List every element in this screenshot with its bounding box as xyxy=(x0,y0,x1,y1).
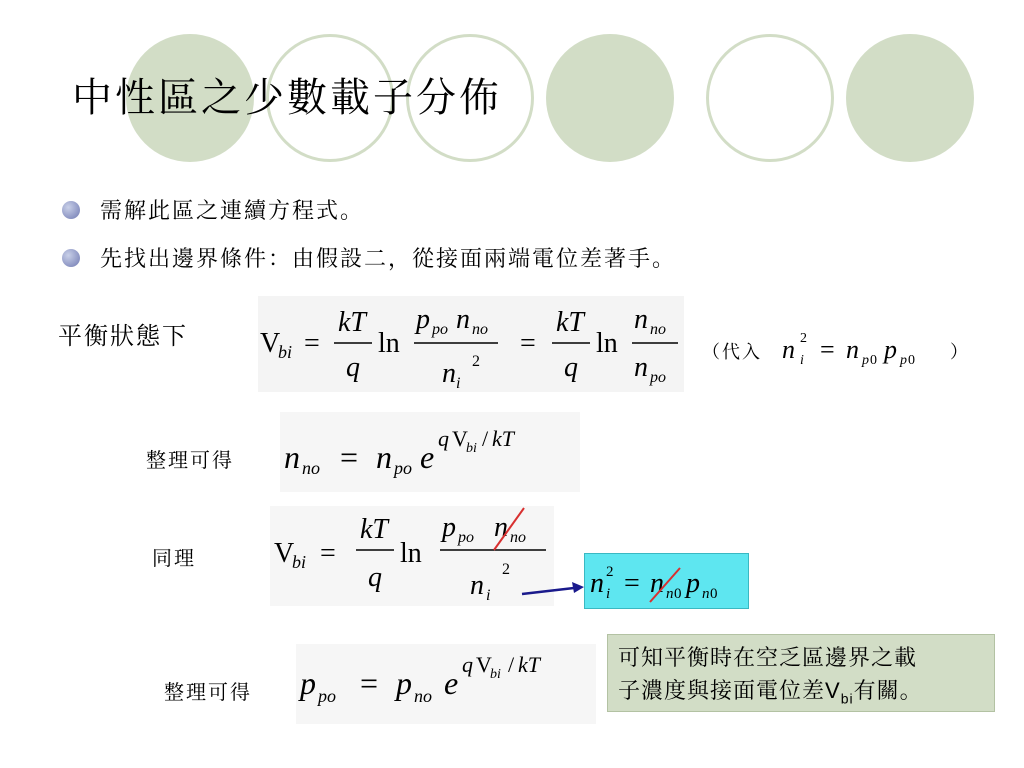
note-line-1: 可知平衡時在空乏區邊界之載 xyxy=(618,646,918,671)
svg-text:=: = xyxy=(360,665,379,701)
svg-text:n: n xyxy=(846,335,859,364)
svg-text:n: n xyxy=(702,586,710,602)
label-similarly: 同理 xyxy=(152,546,196,570)
svg-text:=: = xyxy=(320,538,336,569)
svg-text:=: = xyxy=(820,335,835,364)
equation-ni-substitution xyxy=(780,322,950,372)
svg-text:2: 2 xyxy=(800,331,807,346)
svg-text:n: n xyxy=(470,570,484,601)
note-symbol-sub: bi xyxy=(840,690,854,707)
svg-text:q: q xyxy=(438,426,449,451)
svg-text:e: e xyxy=(420,439,435,475)
bullet-text-1: 需解此區之連續方程式。 xyxy=(100,199,365,224)
svg-text:V: V xyxy=(260,328,281,359)
svg-text:po: po xyxy=(394,458,412,478)
svg-text:n: n xyxy=(494,512,508,543)
svg-text:kT: kT xyxy=(518,652,540,677)
svg-text:n: n xyxy=(666,586,674,602)
label-arrange-1: 整理可得 xyxy=(146,448,234,472)
svg-text:0: 0 xyxy=(870,353,877,368)
svg-text:q: q xyxy=(346,352,360,383)
svg-text:n: n xyxy=(634,304,648,335)
svg-text:=: = xyxy=(520,328,536,359)
svg-text:n: n xyxy=(650,568,664,599)
svg-text:e: e xyxy=(444,665,459,701)
equation-ni-n-side xyxy=(586,556,746,606)
svg-text:2: 2 xyxy=(472,353,480,370)
substitute-close: ） xyxy=(950,342,970,363)
equation-vbi-equilibrium xyxy=(258,296,684,392)
note-line-2 xyxy=(618,675,984,714)
decor-circle-5 xyxy=(706,34,834,162)
svg-text:q: q xyxy=(564,352,578,383)
conclusion-note xyxy=(607,634,995,712)
svg-text:n: n xyxy=(590,568,604,599)
decor-circle-4 xyxy=(546,34,674,162)
svg-text:0: 0 xyxy=(908,353,915,368)
svg-text:ln: ln xyxy=(596,328,618,359)
note-line-2-text: 子濃度與接面電位差 xyxy=(618,679,826,704)
svg-text:p: p xyxy=(686,568,700,599)
svg-text:0: 0 xyxy=(674,586,682,602)
svg-text:q: q xyxy=(368,562,382,593)
svg-text:kT: kT xyxy=(338,307,366,338)
svg-text:q: q xyxy=(462,652,473,677)
svg-text:V: V xyxy=(274,538,295,569)
svg-text:kT: kT xyxy=(556,307,584,338)
decor-circle-6 xyxy=(846,34,974,162)
svg-text:2: 2 xyxy=(502,561,510,578)
bullet-item-2 xyxy=(62,242,676,273)
substitute-open: （代入 xyxy=(702,342,762,363)
svg-text:n: n xyxy=(442,358,456,389)
equation-ppo xyxy=(296,644,596,724)
svg-text:no: no xyxy=(472,321,488,338)
svg-text:po: po xyxy=(432,321,448,338)
svg-text:p: p xyxy=(416,304,430,335)
svg-text:bi: bi xyxy=(466,441,477,456)
svg-text:bi: bi xyxy=(490,667,501,682)
svg-text:p: p xyxy=(300,665,316,701)
svg-text:i: i xyxy=(606,586,611,602)
svg-text:p: p xyxy=(442,512,456,543)
svg-text:p: p xyxy=(862,353,869,368)
svg-text:n: n xyxy=(456,304,470,335)
svg-text:i: i xyxy=(800,353,804,368)
svg-text:=: = xyxy=(340,439,359,475)
svg-text:no: no xyxy=(414,686,432,706)
svg-text:n: n xyxy=(284,439,300,475)
svg-text:i: i xyxy=(486,587,491,604)
bullet-item-1 xyxy=(62,194,364,225)
bullet-dot-icon xyxy=(62,201,80,219)
label-equilibrium: 平衡狀態下 xyxy=(58,322,188,350)
bullet-dot-icon xyxy=(62,249,80,267)
bullet-text-2: 先找出邊界條件：由假設二，從接面兩端電位差著手。 xyxy=(100,247,677,272)
svg-text:kT: kT xyxy=(360,514,388,545)
note-symbol: V xyxy=(825,678,841,703)
svg-text:bi: bi xyxy=(278,342,293,362)
svg-text:po: po xyxy=(318,686,336,706)
svg-text:bi: bi xyxy=(292,552,307,572)
svg-text:V: V xyxy=(452,426,468,451)
svg-text:no: no xyxy=(302,458,320,478)
svg-text:n: n xyxy=(634,352,648,383)
svg-text:p: p xyxy=(900,353,907,368)
svg-text:=: = xyxy=(304,328,320,359)
svg-text:po: po xyxy=(458,529,474,546)
svg-text:2: 2 xyxy=(606,564,614,580)
slide-title: 中性區之少數載子分佈 xyxy=(72,75,502,121)
svg-text:n: n xyxy=(376,439,392,475)
svg-text:/: / xyxy=(508,652,515,677)
svg-text:i: i xyxy=(456,375,461,392)
svg-text:p: p xyxy=(884,335,897,364)
svg-text:p: p xyxy=(396,665,412,701)
svg-text:ln: ln xyxy=(378,328,400,359)
svg-text:n: n xyxy=(782,335,795,364)
equation-vbi-similarly xyxy=(270,506,554,606)
svg-text:=: = xyxy=(624,568,640,599)
svg-text:V: V xyxy=(476,652,492,677)
svg-text:no: no xyxy=(650,321,666,338)
svg-text:no: no xyxy=(510,529,526,546)
arrow-icon xyxy=(520,574,586,602)
svg-text:po: po xyxy=(650,369,666,386)
label-arrange-2: 整理可得 xyxy=(164,680,252,704)
svg-text:0: 0 xyxy=(710,586,718,602)
note-line-2-end: 有關。 xyxy=(853,679,923,704)
svg-text:/: / xyxy=(482,426,489,451)
svg-text:ln: ln xyxy=(400,538,422,569)
equation-nno xyxy=(280,412,580,492)
svg-text:kT: kT xyxy=(492,426,514,451)
